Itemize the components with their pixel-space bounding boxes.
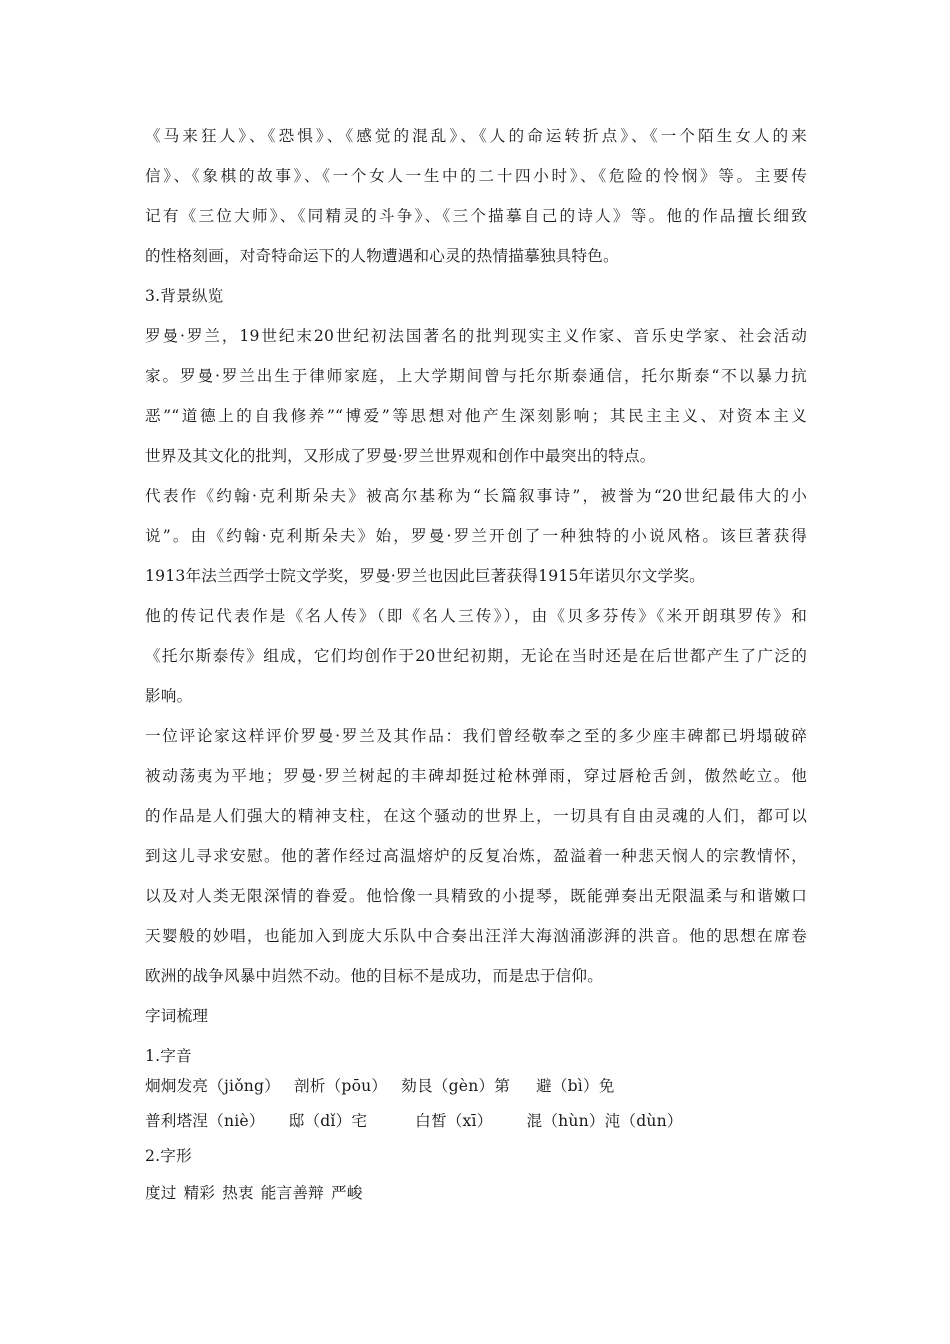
pronunciation-item: 劾艮（gèn）第 xyxy=(401,1077,511,1095)
section-heading: 字词梳理 xyxy=(145,1007,209,1025)
section-heading: 3.背景纵览 xyxy=(145,287,224,305)
word-item: 严峻 xyxy=(330,1184,363,1202)
word-item: 热衷 xyxy=(222,1184,254,1202)
text-line: 到这儿寻求安慰。他的著作经过高温熔炉的反复冶炼，盈溢着一种悲天悯人的宗教情怀， xyxy=(145,847,807,865)
subsection-heading: 1.字音 xyxy=(145,1047,192,1065)
pronunciation-item: 混（hùn）沌（dùn） xyxy=(526,1112,683,1130)
pronunciation-item: 剖析（pōu） xyxy=(294,1077,388,1095)
text-line: 的性格刻画，对奇特命运下的人物遭遇和心灵的热情描摹独具特色。 xyxy=(145,247,619,265)
pronunciation-item: 白皙（xī） xyxy=(415,1112,493,1130)
pronunciation-item: 炯炯发亮（jiǒng） xyxy=(145,1077,280,1095)
word-item: 精彩 xyxy=(183,1184,216,1202)
text-line: 以及对人类无限深情的眷爱。他恰像一具精致的小提琴，既能弹奏出无限温柔与和谐嫩口 xyxy=(145,887,807,905)
text-line: 《马来狂人》、《恐惧》、《感觉的混乱》、《人的命运转折点》、《一个陌生女人的来 xyxy=(145,127,807,145)
text-line: 记有《三位大师》、《同精灵的斗争》、《三个描摹自己的诗人》等。他的作品擅长细致 xyxy=(145,207,807,225)
text-line: 世界及其文化的批判，又形成了罗曼·罗兰世界观和创作中最突出的特点。 xyxy=(145,447,656,465)
text-line: 被动荡夷为平地；罗曼·罗兰树起的丰碑却挺过枪林弹雨，穿过唇枪舌剑，傲然屹立。他 xyxy=(145,767,807,785)
text-line: 欧洲的战争风暴中岿然不动。他的目标不是成功，而是忠于信仰。 xyxy=(145,967,604,985)
text-line: 的作品是人们强大的精神支柱，在这个骚动的世界上，一切具有自由灵魂的人们，都可以 xyxy=(145,807,807,825)
text-line: 信》、《象棋的故事》、《一个女人一生中的二十四小时》、《危险的怜悯》等。主要传 xyxy=(145,167,807,185)
pronunciation-item: 避（bì）免 xyxy=(536,1077,615,1095)
text-line: 天婴般的妙唱，也能加入到庞大乐队中合奏出汪洋大海汹涌澎湃的洪音。他的思想在席卷 xyxy=(145,927,807,945)
subsection-heading: 2.字形 xyxy=(145,1147,192,1165)
text-line: 1913年法兰西学士院文学奖，罗曼·罗兰也因此巨著获得1915年诺贝尔文学奖。 xyxy=(145,567,705,585)
text-line: 一位评论家这样评价罗曼·罗兰及其作品：我们曾经敬奉之至的多少座丰碑都已坍塌破碎 xyxy=(145,727,807,745)
text-line: 影响。 xyxy=(145,687,193,705)
text-line: 恶”“道德上的自我修养”“博爱”等思想对他产生深刻影响；其民主主义、对资本主义 xyxy=(145,407,807,425)
text-line: 罗曼·罗兰，19世纪末20世纪初法国著名的批判现实主义作家、音乐史学家、社会活动 xyxy=(145,327,807,345)
pronunciation-row xyxy=(145,1076,615,1096)
word-form-row xyxy=(145,1183,363,1203)
pronunciation-item: 邸（dǐ）宅 xyxy=(288,1112,368,1130)
word-item: 能言善辩 xyxy=(260,1184,324,1202)
text-line: 代表作《约翰·克利斯朵夫》被高尔基称为“长篇叙事诗”，被誉为“20世纪最伟大的小 xyxy=(145,487,807,505)
text-line: 家。罗曼·罗兰出生于律师家庭，上大学期间曾与托尔斯泰通信，托尔斯泰“不以暴力抗 xyxy=(145,367,807,385)
word-item: 度过 xyxy=(145,1184,177,1202)
text-line: 他的传记代表作是《名人传》（即《名人三传》），由《贝多芬传》《米开朗琪罗传》和 xyxy=(145,607,807,625)
pronunciation-item: 普利塔涅（niè） xyxy=(145,1112,265,1130)
text-line: 《托尔斯泰传》组成，它们均创作于20世纪初期，无论在当时还是在后世都产生了广泛的 xyxy=(145,647,807,665)
text-line: 说”。由《约翰·克利斯朵夫》始，罗曼·罗兰开创了一种独特的小说风格。该巨著获得 xyxy=(145,527,807,545)
pronunciation-row xyxy=(145,1111,683,1131)
